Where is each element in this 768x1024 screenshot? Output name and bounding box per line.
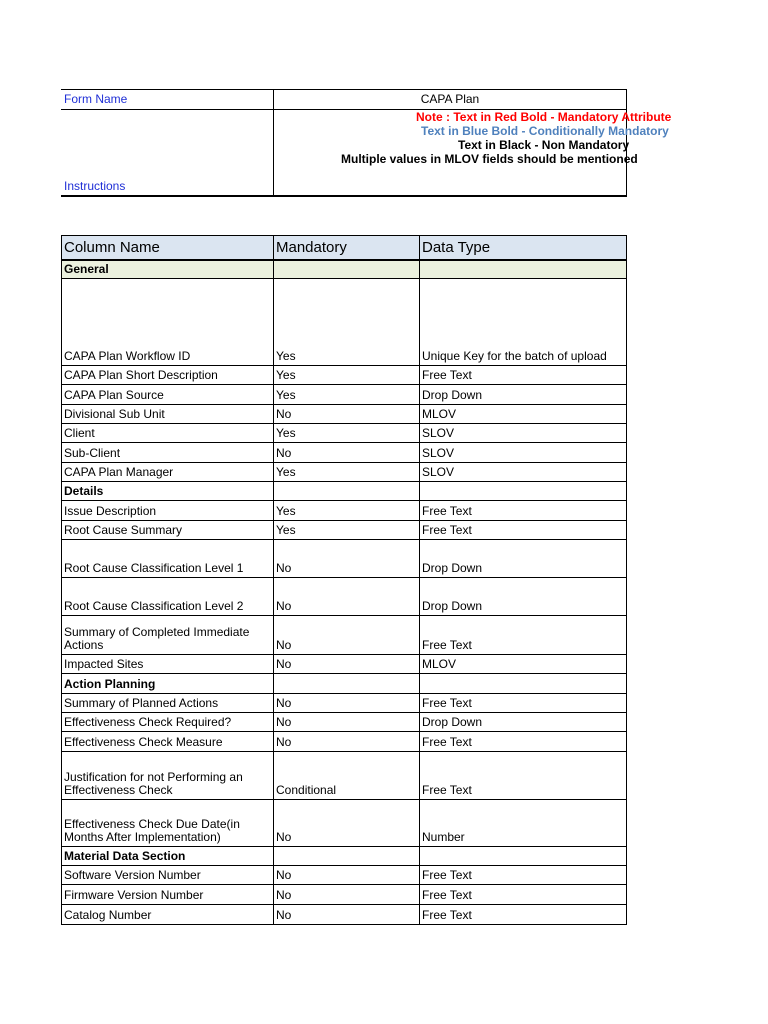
table-header-row [61, 235, 627, 260]
cell-data-type [419, 847, 627, 866]
cell-mandatory [273, 674, 419, 694]
cell-mandatory: No [273, 713, 419, 732]
cell-mandatory [273, 847, 419, 866]
cell-mandatory: No [273, 905, 419, 925]
table-row [61, 866, 627, 885]
table-row [61, 463, 627, 482]
cell-mandatory: No [273, 800, 419, 847]
cell-column-name: Effectiveness Check Due Date(in Months After Implementation) [61, 800, 273, 847]
cell-mandatory: Yes [273, 521, 419, 540]
cell-mandatory: No [273, 885, 419, 905]
table-row [61, 424, 627, 443]
cell-column-name: Root Cause Classification Level 1 [61, 540, 273, 578]
table-row [61, 713, 627, 732]
cell-column-name: CAPA Plan Source [61, 385, 273, 405]
table-row [61, 732, 627, 752]
column-header-mandatory: Mandatory [273, 235, 419, 260]
instructions-label: Instructions [64, 179, 126, 193]
cell-column-name: Effectiveness Check Required? [61, 713, 273, 732]
cell-column-name: Software Version Number [61, 866, 273, 885]
cell-data-type: Free Text [419, 694, 627, 713]
cell-data-type: Drop Down [419, 713, 627, 732]
attribute-table [61, 235, 627, 925]
section-row [61, 482, 627, 501]
note-red-mandatory: Note : Text in Red Bold - Mandatory Attribute [416, 110, 672, 124]
cell-data-type: Free Text [419, 866, 627, 885]
note-mlov-values: Multiple values in MLOV fields should be mentioned [341, 152, 638, 166]
cell-column-name: Client [61, 424, 273, 443]
cell-mandatory: Yes [273, 366, 419, 385]
table-row [61, 616, 627, 655]
cell-column-name: CAPA Plan Short Description [61, 366, 273, 385]
cell-column-name: Summary of Completed Immediate Actions [61, 616, 273, 655]
cell-data-type: SLOV [419, 424, 627, 443]
cell-mandatory: No [273, 694, 419, 713]
table-row [61, 655, 627, 674]
cell-column-name: Summary of Planned Actions [61, 694, 273, 713]
form-title: CAPA Plan [420, 92, 480, 106]
cell-column-name: Sub-Client [61, 443, 273, 463]
cell-mandatory: Yes [273, 424, 419, 443]
table-row [61, 279, 627, 366]
cell-column-name: CAPA Plan Workflow ID [61, 279, 273, 366]
cell-mandatory [273, 260, 419, 279]
cell-mandatory: No [273, 655, 419, 674]
instruction-notes [274, 110, 672, 170]
cell-data-type: Free Text [419, 905, 627, 925]
table-row [61, 800, 627, 847]
cell-data-type: Free Text [419, 616, 627, 655]
cell-column-name: Material Data Section [61, 847, 273, 866]
cell-data-type: Drop Down [419, 578, 627, 616]
section-row [61, 674, 627, 694]
table-row [61, 905, 627, 925]
cell-data-type: Free Text [419, 752, 627, 800]
table-row [61, 521, 627, 540]
cell-mandatory: No [273, 405, 419, 424]
cell-column-name: Effectiveness Check Measure [61, 732, 273, 752]
cell-column-name: Root Cause Summary [61, 521, 273, 540]
cell-column-name: Action Planning [61, 674, 273, 694]
cell-data-type: Unique Key for the batch of upload [419, 279, 627, 366]
cell-column-name: CAPA Plan Manager [61, 463, 273, 482]
cell-mandatory: Yes [273, 463, 419, 482]
form-name-label: Form Name [64, 92, 128, 106]
cell-data-type: Free Text [419, 501, 627, 521]
cell-mandatory: Yes [273, 279, 419, 366]
cell-mandatory: No [273, 616, 419, 655]
table-row [61, 405, 627, 424]
cell-data-type: Number [419, 800, 627, 847]
form-header [61, 89, 672, 197]
cell-data-type: MLOV [419, 405, 627, 424]
cell-column-name: Impacted Sites [61, 655, 273, 674]
cell-column-name: Catalog Number [61, 905, 273, 925]
table-row [61, 385, 627, 405]
table-row [61, 540, 627, 578]
cell-mandatory: Conditional [273, 752, 419, 800]
note-black-non-mandatory: Text in Black - Non Mandatory [458, 138, 630, 152]
cell-column-name: Details [61, 482, 273, 501]
cell-data-type: SLOV [419, 463, 627, 482]
cell-data-type: Drop Down [419, 385, 627, 405]
cell-data-type [419, 482, 627, 501]
table-row [61, 885, 627, 905]
cell-mandatory: Yes [273, 501, 419, 521]
cell-mandatory: No [273, 866, 419, 885]
cell-data-type: SLOV [419, 443, 627, 463]
cell-data-type: MLOV [419, 655, 627, 674]
cell-mandatory [273, 482, 419, 501]
cell-column-name: Root Cause Classification Level 2 [61, 578, 273, 616]
cell-mandatory: No [273, 443, 419, 463]
cell-mandatory: No [273, 732, 419, 752]
cell-column-name: Justification for not Performing an Effectiveness Check [61, 752, 273, 800]
cell-column-name: General [61, 260, 273, 279]
cell-data-type: Free Text [419, 521, 627, 540]
cell-column-name: Firmware Version Number [61, 885, 273, 905]
note-blue-conditional: Text in Blue Bold - Conditionally Mandatory [421, 124, 669, 138]
table-row [61, 366, 627, 385]
section-row [61, 847, 627, 866]
section-row [61, 260, 627, 279]
cell-data-type [419, 674, 627, 694]
table-row [61, 752, 627, 800]
cell-data-type: Drop Down [419, 540, 627, 578]
cell-data-type [419, 260, 627, 279]
cell-data-type: Free Text [419, 366, 627, 385]
cell-mandatory: No [273, 578, 419, 616]
cell-data-type: Free Text [419, 732, 627, 752]
cell-mandatory: No [273, 540, 419, 578]
table-row [61, 501, 627, 521]
table-row [61, 694, 627, 713]
cell-mandatory: Yes [273, 385, 419, 405]
column-header-name: Column Name [61, 235, 273, 260]
table-row [61, 443, 627, 463]
cell-data-type: Free Text [419, 885, 627, 905]
cell-column-name: Divisional Sub Unit [61, 405, 273, 424]
table-row [61, 578, 627, 616]
column-header-data-type: Data Type [419, 235, 627, 260]
cell-column-name: Issue Description [61, 501, 273, 521]
